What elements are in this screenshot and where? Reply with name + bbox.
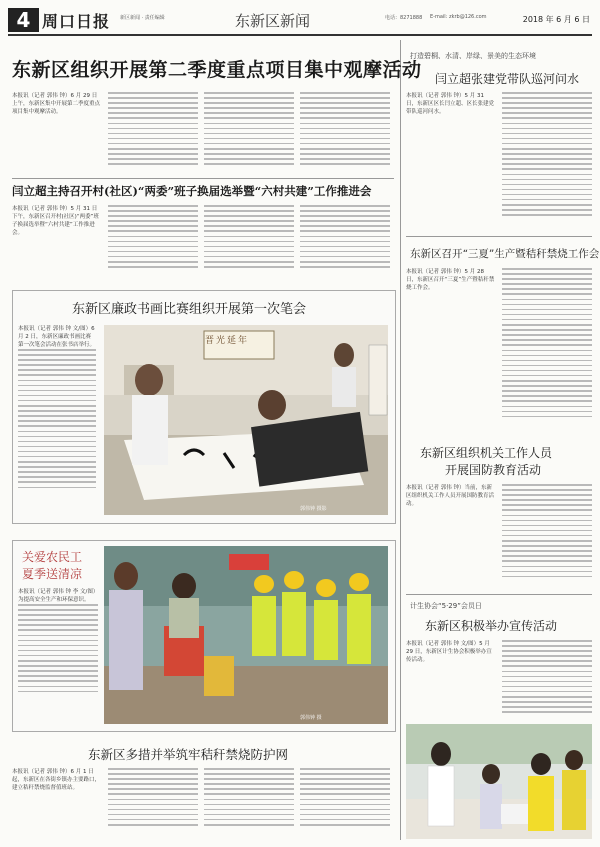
article-1-title: 东新区组织开展第二季度重点项目集中观摩活动 [12,59,422,81]
article-6-lead: 本报讯（记者 郭伟 钟）5 月 31 日，东新区区长闫立超、区长张建党带队巡河问水。 [406,93,495,115]
article-4-lead: 本报讯（记者 郭伟 钟 李 文/图）为提高安全生产和环保意识。 [18,589,96,603]
article-4-title-line2: 夏季送清凉 [22,567,83,581]
article-2-body [12,205,394,280]
article-6-body [406,92,592,232]
email-info: E-mail: zkrb@126.com [430,14,487,20]
article-9-kicker: 计生协会“5·29”会员日 [410,602,482,610]
editor-info: 新区新闻 · 责任编辑 [120,15,165,21]
article-4-body [18,588,98,723]
issue-date: 2018 年 6 月 6 日 [522,15,590,24]
article-3-body [18,325,96,515]
article-8-lead: 本报讯（记者 郭伟 钟）当前，东新区组织机关工作人员开展国防教育活动。 [406,485,495,507]
article-5-lead: 本报讯（记者 郭伟 钟）6 月 1 日起，东新区在各街乡镇办主要路口，建立秸秆禁烧监督值班站。 [12,769,101,791]
publicity-photo [406,724,592,839]
rule-2 [406,236,592,237]
article-3-title: 东新区廉政书画比赛组织开展第一次笔会 [72,302,307,317]
article-3-lead: 本报讯（记者 郭伟 钟 文/图）6 月 2 日，东新区廉政书画比赛第一次笔会活动在张书店举行。 [18,326,96,348]
article-5-title: 东新区多措并举筑牢秸秆禁烧防护网 [88,747,289,762]
article-2-title: 闫立超主持召开村(社区)“两委”班子换届选举暨“六村共建”工作推进会 [12,184,372,198]
photo-credit-1: 郭伟钟 摄影 [300,506,327,512]
article-1-lead: 本报讯（记者 郭伟 钟）6 月 29 日上午，东新区集中开展第二季度重点项目集中观摩活动。 [12,93,101,115]
article-6-kicker: 打造碧桐、水清、岸绿、景美的生态环境 [410,52,536,60]
article-9-body [406,640,592,720]
workers-photo [104,546,388,724]
rule-1 [12,178,394,179]
header-rule [8,34,592,36]
article-8-title-line2: 开展国防教育活动 [445,463,542,477]
column-divider [400,40,401,840]
photo-credit-2: 郭伟钟 摄 [300,715,322,721]
article-8-body [406,484,592,589]
section-title: 东新区新闻 [235,12,311,30]
calligraphy-banner: 晋光延年 [205,336,250,346]
article-7-title: 东新区召开“三夏”生产暨秸秆禁烧工作会 [410,248,600,260]
newspaper-logo: 周口日报 [42,12,111,31]
page-number: 4 [8,8,39,32]
article-7-body [406,268,592,433]
article-7-lead: 本报讯（记者 郭伟 钟）5 月 28 日，东新区召开“三夏”生产暨秸秆禁烧工作会。 [406,269,495,291]
article-8-title-line1: 东新区组织机关工作人员 [420,446,553,460]
calligraphy-photo [104,325,388,515]
article-5-body [12,768,394,840]
article-1-body [12,92,394,172]
phone-info: 电话：8271888 [385,15,423,21]
article-9-title: 东新区积极举办宣传活动 [425,619,558,633]
article-9-lead: 本报讯（记者 郭伟 钟 文/图）5 月 29 日，东新区计生协会积极举办宣传活动。 [406,641,492,663]
article-2-lead: 本报讯（记者 郭伟 钟）5 月 31 日下午，东新区召开村(社区)“两委”班子换届选举暨“六村共建”工作推进会。 [12,206,99,236]
article-4-title-line1: 关爱农民工 [22,550,83,564]
rule-3 [406,594,592,595]
article-6-title: 闫立超张建党带队巡河问水 [435,72,580,86]
